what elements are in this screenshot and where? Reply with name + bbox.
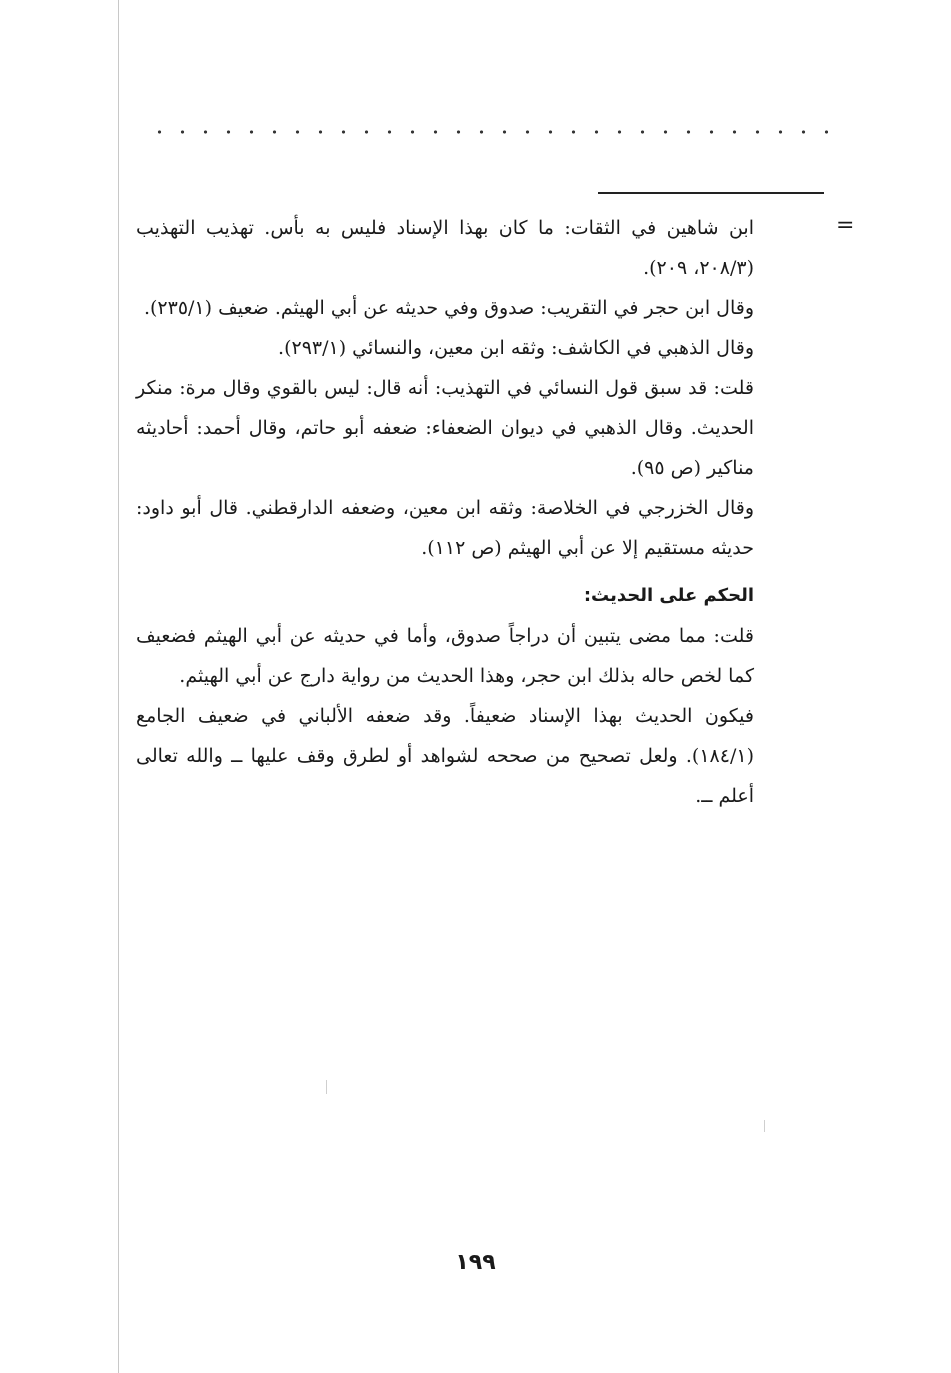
scan-speck	[764, 1120, 765, 1132]
binding-margin-line	[118, 0, 119, 1373]
ruling-paragraph: قلت: مما مضى يتبين أن دراجاً صدوق، وأما في حديثه عن أبي الهيثم فضعيف كما لخص حاله بذلك ابن حجر، وهذا الحديث من رواية دارج عن أبي الهيثم.	[136, 625, 754, 687]
footnote-paragraph: وقال الذهبي في الكاشف: وثقه ابن معين، والنسائي (٢٩٣/١).	[278, 337, 754, 359]
footnote-body	[136, 208, 754, 816]
ruling-heading: الحكم على الحديث:	[583, 585, 754, 606]
footnote-paragraph: وقال ابن حجر في التقريب: صدوق وفي حديثه عن أبي الهيثم. ضعيف (٢٣٥/١).	[143, 297, 754, 319]
footnote-paragraph: ابن شاهين في الثقات: ما كان بهذا الإسناد فليس به بأس. تهذيب التهذيب (٢٠٨/٣، ٢٠٩).	[136, 217, 754, 279]
footnote-paragraph: قلت: قد سبق قول النسائي في التهذيب: أنه قال: ليس بالقوي وقال مرة: منكر الحديث. وقال الذهبي في ديوان الضعفاء: ضعفه أبو حاتم، وقال أحمد: أحاديثه مناكير (ص ٩٥).	[136, 377, 754, 479]
continuation-mark: =	[836, 213, 855, 238]
ruling-paragraph: فيكون الحديث بهذا الإسناد ضعيفاً. وقد ضعفه الألباني في ضعيف الجامع (١٨٤/١). ولعل تصحيح من صححه لشواهد أو لطرق وقف عليها ــ والله تعالى أعلم ــ.	[136, 705, 754, 807]
scan-speck	[326, 1080, 327, 1094]
dotted-separator	[148, 126, 828, 138]
footnote-rule	[598, 192, 824, 194]
page-number: ١٩٩	[455, 1250, 496, 1275]
footnote-paragraph: وقال الخزرجي في الخلاصة: وثقه ابن معين، وضعفه الدارقطني. قال أبو داود: حديثه مستقيم إلا عن أبي الهيثم (ص ١١٢).	[136, 497, 754, 559]
